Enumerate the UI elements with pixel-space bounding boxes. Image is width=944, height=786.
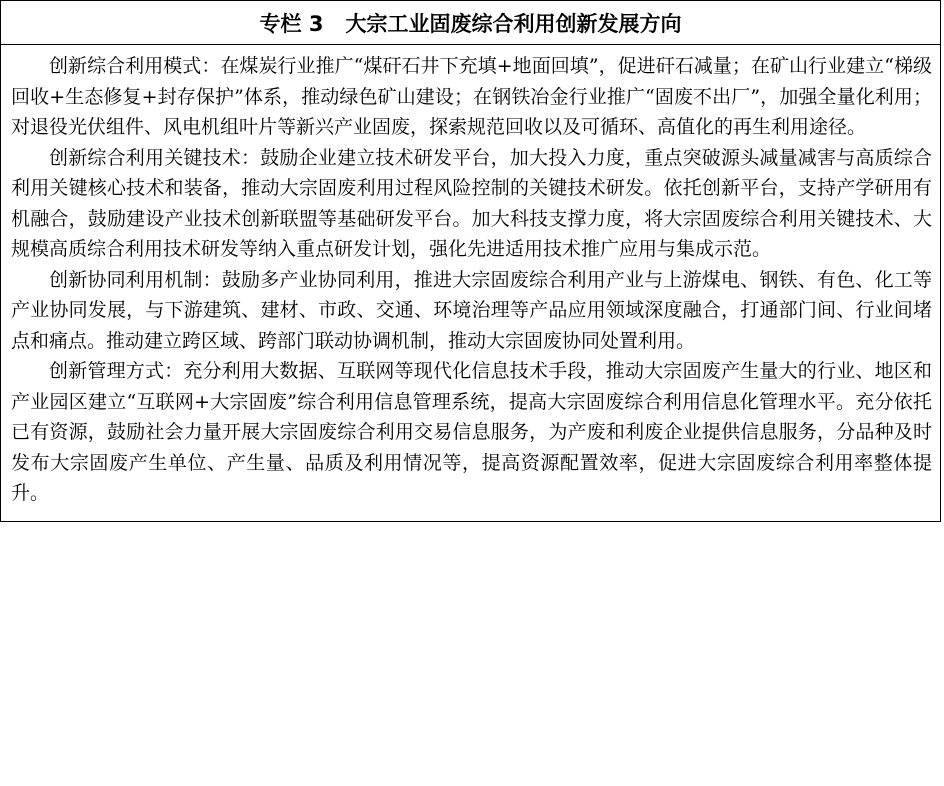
column-title: 大宗工业固废综合利用创新发展方向 (345, 11, 682, 36)
paragraph-key-technology: 创新综合利用关键技术：鼓励企业建立技术研发平台，加大投入力度，重点突破源头减量减害与高质综合利用关键核心技术和装备，推动大宗固废利用过程风险控制的关键技术研发。依托创新平台，支持产学研用有机融合，鼓励建设产业技术创新联盟等基础研发平台。加大科技支撑力度，将大宗固废综合利用关键技术、大规模高质综合利用技术研发等纳入重点研发计划，强化先进适用技术推广应用与集成示范。 (11, 146, 932, 260)
column-title-bar (1, 1, 940, 45)
column-number: 专栏 3 (259, 11, 324, 36)
paragraph-management-method: 创新管理方式：充分利用大数据、互联网等现代化信息技术手段，推动大宗固废产生量大的行业、地区和产业园区建立“互联网+大宗固废”综合利用信息管理系统，提高大宗固废综合利用信息化管理水平。充分依托已有资源，鼓励社会力量开展大宗固废综合利用交易信息服务，为产废和利废企业提供信息服务，分品种及时发布大宗固废产生单位、产生量、品质及利用情况等，提高资源配置效率，促进大宗固废综合利用率整体提升。 (11, 360, 932, 504)
paragraph-collaboration-mechanism: 创新协同利用机制：鼓励多产业协同利用，推进大宗固废综合利用产业与上游煤电、钢铁、有色、化工等产业协同发展，与下游建筑、建材、市政、交通、环境治理等产品应用领域深度融合，打通部门间、行业间堵点和痛点。推动建立跨区域、跨部门联动协调机制，推动大宗固废协同处置利用。 (11, 268, 932, 352)
column-body (1, 45, 940, 521)
paragraph-utilization-mode: 创新综合利用模式：在煤炭行业推广“煤矸石井下充填+地面回填”，促进矸石减量；在矿山行业建立“梯级回收+生态修复+封存保护”体系，推动绿色矿山建设；在钢铁冶金行业推广“固废不出厂”，加强全量化利用；对退役光伏组件、风电机组叶片等新兴产业固废，探索规范回收以及可循环、高值化的再生利用途径。 (11, 55, 932, 138)
